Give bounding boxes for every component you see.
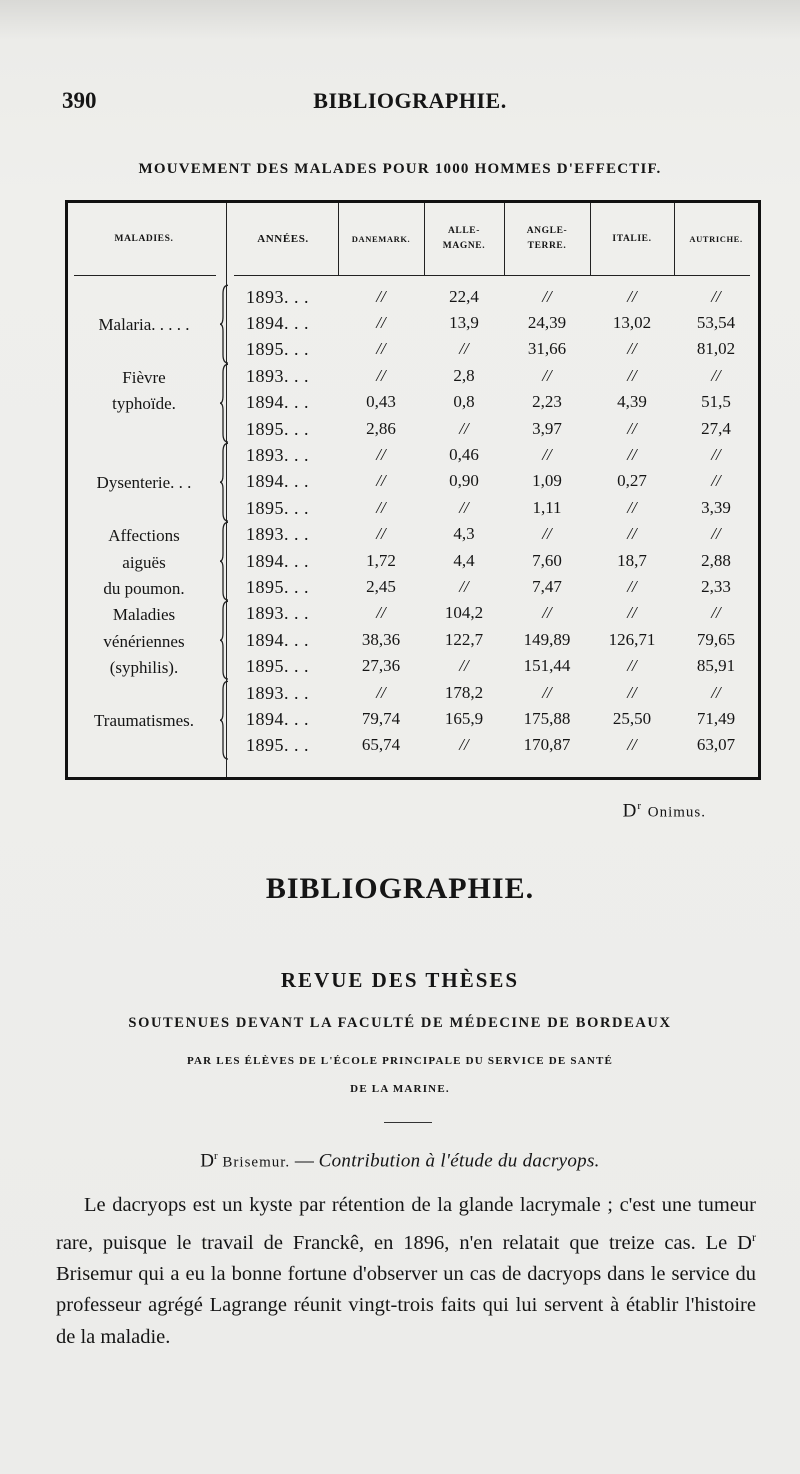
danemark-value-cell: 2,45 <box>366 576 396 596</box>
angleterre-value-cell: // <box>542 603 552 623</box>
disease-label: Maladies <box>112 605 176 625</box>
angleterre-value-cell: 31,66 <box>527 339 567 359</box>
autriche-value-cell: 53,54 <box>696 313 736 333</box>
angleterre-value-cell: // <box>542 524 552 544</box>
column-divider <box>338 203 339 275</box>
header-angleterre-line1: ANGLE- <box>526 226 568 236</box>
autriche-value-cell: 51,5 <box>701 392 731 412</box>
statistics-table <box>65 200 761 780</box>
italie-value-cell: // <box>627 603 637 623</box>
angleterre-value-cell: 175,88 <box>523 708 571 728</box>
angleterre-value-cell: 7,60 <box>532 550 562 570</box>
allemagne-value-cell: 13,9 <box>449 313 479 333</box>
divider-rule <box>384 1122 432 1123</box>
signature-name: Onimus. <box>647 804 706 821</box>
autriche-value-cell: // <box>711 445 721 465</box>
angleterre-value-cell: 7,47 <box>532 576 562 596</box>
table-title: MOUVEMENT DES MALADES POUR 1000 HOMMES D'EFFECTIF. <box>138 161 662 177</box>
danemark-value-cell: // <box>376 471 386 491</box>
angleterre-value-cell: // <box>542 287 552 306</box>
autriche-value-cell: // <box>711 524 721 544</box>
allemagne-value-cell: 0,90 <box>449 471 479 491</box>
autriche-value-cell: 2,33 <box>701 576 731 596</box>
year-cell: 1895. . . <box>246 339 309 360</box>
entry-dash: — <box>290 1150 319 1172</box>
header-italie: ITALIE. <box>612 233 652 244</box>
allemagne-value-cell: 122,7 <box>444 629 484 649</box>
allemagne-value-cell: // <box>459 734 469 754</box>
header-angleterre-line2: TERRE. <box>527 241 567 251</box>
entry-author-sup: r <box>213 1150 218 1162</box>
disease-label: typhoïde. <box>112 394 176 414</box>
italie-value-cell: // <box>627 524 637 544</box>
italie-value-cell: // <box>627 576 637 596</box>
danemark-value-cell: // <box>376 524 386 544</box>
disease-label: Affections <box>108 526 180 546</box>
allemagne-value-cell: 4,4 <box>453 550 475 570</box>
danemark-value-cell: 27,36 <box>361 655 401 675</box>
autriche-value-cell: 79,65 <box>696 629 736 649</box>
page-number: 390 <box>62 88 97 113</box>
italie-value-cell: 126,71 <box>608 629 656 649</box>
angleterre-value-cell: // <box>542 366 552 386</box>
header-annees: ANNÉES. <box>257 232 309 245</box>
header-allemagne-line1: ALLE- <box>447 226 481 236</box>
disease-label: Traumatismes. <box>94 710 194 730</box>
autriche-value-cell: // <box>711 287 721 306</box>
year-cell: 1893. . . <box>246 603 309 624</box>
autriche-value-cell: 81,02 <box>696 339 736 359</box>
italie-value-cell: // <box>627 287 637 306</box>
header-angleterre <box>504 203 590 275</box>
allemagne-value-cell: 0,8 <box>453 392 475 412</box>
allemagne-value-cell: // <box>459 339 469 359</box>
autriche-value-cell: // <box>711 366 721 386</box>
year-cell: 1893. . . <box>246 445 309 466</box>
allemagne-value-cell: 165,9 <box>444 708 484 728</box>
year-cell: 1893. . . <box>246 287 309 307</box>
italie-value-cell: // <box>627 655 637 675</box>
entry-title: Contribution à l'étude du dacryops. <box>318 1150 600 1172</box>
year-cell: 1893. . . <box>246 366 309 387</box>
year-cell: 1894. . . <box>246 708 309 729</box>
danemark-value-cell: // <box>376 497 386 517</box>
disease-label: Malaria. . . . . <box>98 315 190 335</box>
angleterre-value-cell: 170,87 <box>523 734 571 754</box>
italie-value-cell: 0,27 <box>617 471 647 491</box>
year-cell: 1893. . . <box>246 524 309 545</box>
header-allemagne <box>424 203 504 275</box>
danemark-value-cell: // <box>376 682 386 702</box>
danemark-value-cell: 79,74 <box>361 708 401 728</box>
entry-body-part2: Brisemur qui a eu la bonne fortune d'observer un cas de dacryops dans le service du professeur agrégé Lagrange réunit vingt-trois faits qui lui servent à établir l'histoire de la maladie. <box>56 1262 756 1348</box>
italie-value-cell: 13,02 <box>612 313 652 333</box>
angleterre-value-cell: 149,89 <box>523 629 571 649</box>
angleterre-value-cell: 1,11 <box>532 497 562 517</box>
autriche-value-cell: 3,39 <box>701 497 731 517</box>
angleterre-value-cell: 24,39 <box>527 313 567 333</box>
disease-label: du poumon. <box>103 578 185 598</box>
entry-body-sup: r <box>752 1229 756 1244</box>
angleterre-value-cell: // <box>542 445 552 465</box>
danemark-value-cell: // <box>376 287 386 306</box>
review-title: REVUE DES THÈSES <box>280 968 520 992</box>
signature-sup: r <box>637 800 642 812</box>
allemagne-value-cell: // <box>459 655 469 675</box>
disease-label: aiguës <box>122 552 166 572</box>
header-maladies: MALADIES. <box>114 233 174 244</box>
year-cell: 1895. . . <box>246 418 309 439</box>
year-cell: 1895. . . <box>246 734 309 755</box>
column-divider <box>590 203 591 275</box>
italie-value-cell: 4,39 <box>617 392 647 412</box>
signature-prefix: D <box>622 800 638 822</box>
autriche-value-cell: // <box>711 471 721 491</box>
disease-label: Dysenterie. . . <box>96 473 192 493</box>
entry-heading <box>0 1150 800 1172</box>
header-rule <box>74 275 216 276</box>
year-cell: 1895. . . <box>246 576 309 597</box>
year-cell: 1895. . . <box>246 497 309 518</box>
brace-glyph <box>220 679 230 797</box>
italie-value-cell: // <box>627 734 637 754</box>
column-divider <box>674 203 675 275</box>
danemark-value-cell: // <box>376 313 386 333</box>
entry-body <box>56 1190 756 1353</box>
danemark-value-cell: 65,74 <box>361 734 401 754</box>
danemark-value-cell: // <box>376 366 386 386</box>
entry-body-part1: Le dacryops est un kyste par rétention de la glande lacrymale ; c'est une tumeur rare, puisque le travail de Franckê, en 1896, n'en relatait que treize cas. Le D <box>56 1194 756 1254</box>
danemark-value-cell: // <box>376 445 386 465</box>
running-head <box>60 88 760 118</box>
header-danemark: DANEMARK. <box>351 233 411 244</box>
autriche-value-cell: // <box>711 603 721 623</box>
entry-author-prefix: D <box>200 1150 214 1172</box>
disease-label: Fièvre <box>122 368 166 388</box>
danemark-value-cell: 1,72 <box>366 550 396 570</box>
italie-value-cell: // <box>627 445 637 465</box>
angleterre-value-cell: 1,09 <box>532 471 562 491</box>
autriche-value-cell: 2,88 <box>701 550 731 570</box>
allemagne-value-cell: 4,3 <box>453 524 475 544</box>
allemagne-value-cell: 0,46 <box>449 445 479 465</box>
year-cell: 1894. . . <box>246 392 309 413</box>
angleterre-value-cell: 2,23 <box>532 392 562 412</box>
disease-label: vénériennes <box>103 631 185 651</box>
italie-value-cell: 25,50 <box>612 708 652 728</box>
italie-value-cell: // <box>627 497 637 517</box>
autriche-value-cell: 63,07 <box>696 734 736 754</box>
header-autriche: AUTRICHE. <box>689 233 743 244</box>
autriche-value-cell: // <box>711 682 721 702</box>
allemagne-value-cell: 178,2 <box>444 682 484 702</box>
year-cell: 1894. . . <box>246 471 309 492</box>
column-divider <box>424 203 425 275</box>
angleterre-value-cell: 3,97 <box>532 418 562 438</box>
running-title: BIBLIOGRAPHIE. <box>313 88 507 113</box>
disease-label: (syphilis). <box>109 657 179 677</box>
review-subtitle: PAR LES ÉLÈVES DE L'ÉCOLE PRINCIPALE DU SERVICE DE SANTÉ <box>186 1055 614 1067</box>
year-cell: 1894. . . <box>246 550 309 571</box>
column-divider <box>504 203 505 275</box>
italie-value-cell: // <box>627 682 637 702</box>
danemark-value-cell: // <box>376 603 386 623</box>
review-subtitle: SOUTENUES DEVANT LA FACULTÉ DE MÉDECINE DE BORDEAUX <box>128 1015 672 1031</box>
angleterre-value-cell: // <box>542 682 552 702</box>
italie-value-cell: // <box>627 418 637 438</box>
danemark-value-cell: // <box>376 339 386 359</box>
header-rule <box>234 275 750 276</box>
review-subtitle: DE LA MARINE. <box>350 1083 450 1095</box>
allemagne-value-cell: // <box>459 576 469 596</box>
italie-value-cell: // <box>627 366 637 386</box>
year-cell: 1893. . . <box>246 682 309 703</box>
table-author-signature <box>623 800 706 822</box>
year-cell: 1894. . . <box>246 313 309 334</box>
autriche-value-cell: 27,4 <box>701 418 731 438</box>
allemagne-value-cell: 104,2 <box>444 603 484 623</box>
italie-value-cell: // <box>627 339 637 359</box>
italie-value-cell: 18,7 <box>617 550 647 570</box>
danemark-value-cell: 2,86 <box>366 418 396 438</box>
section-title: BIBLIOGRAPHIE. <box>265 872 535 905</box>
allemagne-value-cell: // <box>459 418 469 438</box>
entry-author: Brisemur. <box>222 1154 291 1171</box>
danemark-value-cell: 0,43 <box>366 392 396 412</box>
allemagne-value-cell: // <box>459 497 469 517</box>
autriche-value-cell: 71,49 <box>696 708 736 728</box>
allemagne-value-cell: 22,4 <box>449 287 479 306</box>
year-cell: 1895. . . <box>246 655 309 676</box>
year-cell: 1894. . . <box>246 629 309 650</box>
header-allemagne-line2: MAGNE. <box>442 241 486 251</box>
angleterre-value-cell: 151,44 <box>523 655 571 675</box>
autriche-value-cell: 85,91 <box>696 655 736 675</box>
allemagne-value-cell: 2,8 <box>453 366 475 386</box>
danemark-value-cell: 38,36 <box>361 629 401 649</box>
